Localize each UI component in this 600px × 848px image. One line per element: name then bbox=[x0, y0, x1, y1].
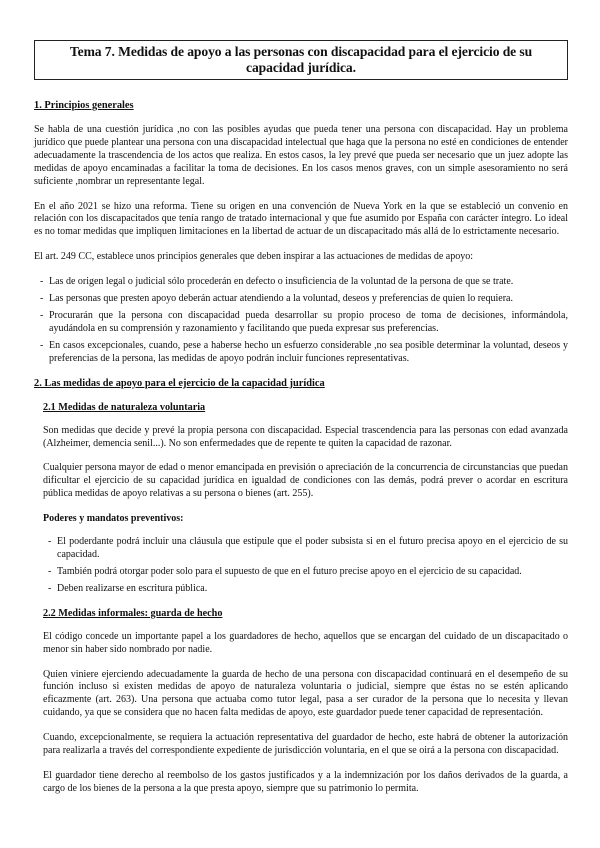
list-item: - Las de origen legal o judicial sólo procederán en defecto o insuficiencia de la voluntad de la persona de que se trate. bbox=[34, 276, 568, 289]
document-page bbox=[34, 40, 568, 808]
document-title: Tema 7. Medidas de apoyo a las personas con discapacidad para el ejercicio de su capacidad jurídica. bbox=[34, 40, 568, 80]
list-item: - Procurarán que la persona con discapacidad pueda desarrollar su propio proceso de toma de decisiones, informándola, ayudándola en su comprensión y razonamiento y facilitando que pueda expresar sus preferencias. bbox=[34, 310, 568, 336]
paragraph: El código concede un importante papel a los guardadores de hecho, aquellos que se encargan del cuidado de un discapacitado o menor sin haber sido nombrado por nadie. bbox=[43, 630, 568, 655]
list-item: - Las personas que presten apoyo deberán actuar atendiendo a la voluntad, deseos y preferencias de quien lo requiera. bbox=[34, 293, 568, 306]
section-1-heading: 1. Principios generales bbox=[34, 100, 134, 111]
paragraph: Se habla de una cuestión jurídica ,no con las posibles ayudas que pueda tener una persona con discapacidad. Hay un problema jurídico que puede plantear una persona con una discapacidad intelectual que haga que la persona no esté en condiciones de entender adecuadamente la trascendencia de los actos que realiza. En estos casos, la ley prevé que pueda ser necesario que un juez adopte las medidas de apoyo encaminadas a facilitar la toma de decisiones. En los casos menos graves, con un simple asesoramiento no será suficiente ,nombrar un representante legal. bbox=[34, 124, 568, 187]
paragraph: El art. 249 CC, establece unos principios generales que deben inspirar a las actuaciones de medidas de apoyo: bbox=[34, 251, 474, 263]
list-item: - En casos excepcionales, cuando, pese a haberse hecho un esfuerzo considerable ,no sea posible determinar la voluntad, deseos y preferencias de la persona, las medidas de apoyo podrán incluir funciones representativas. bbox=[34, 340, 568, 366]
list-item: - También podrá otorgar poder solo para el supuesto de que en el futuro precise apoyo en el ejercicio de su capacidad. bbox=[34, 566, 568, 579]
list-item: - El poderdante podrá incluir una cláusula que estipule que el poder subsista si en el futuro precisa apoyo en el ejercicio de su capacidad. bbox=[34, 536, 568, 562]
poderes-label: Poderes y mandatos preventivos: bbox=[43, 513, 184, 525]
paragraph: Cualquier persona mayor de edad o menor emancipada en previsión o apreciación de la concurrencia de circunstancias que puedan dificultar el ejercicio de su capacidad jurídica en igualdad de condiciones con las demás, podrá prever o acordar en escritura pública medidas de apoyo relativas a su persona o bienes (art. 255). bbox=[43, 462, 568, 500]
paragraph: Quien viniere ejerciendo adecuadamente la guarda de hecho de una persona con discapacidad continuará en el desempeño de su función incluso si existen medidas de apoyo de naturaleza voluntaria o judicial, siempre que éstas no se estén aplicando eficazmente (art. 263). Una persona que actuaba como tutor legal, pasa a ser curador de la persona que lo necesita y llevan cuidando, ya que se considera que no hacen falta medidas de apoyo, este guardador puede tener capacidad de representación. bbox=[43, 668, 568, 719]
principles-list bbox=[34, 276, 568, 365]
paragraph: En el año 2021 se hizo una reforma. Tiene su origen en una convención de Nueva York en la que se estableció un convenio en relación con los discapacitados que tenía rango de tratado internacional y que fue asumido por España con carácter íntegro. Lo ideal es no tomar medidas que impliquen limitaciones en la libertad de actuar de un discapacitado más allá de lo estrictamente necesario. bbox=[34, 200, 568, 238]
subsection-2-2-heading: 2.2 Medidas informales: guarda de hecho bbox=[43, 607, 223, 619]
poderes-list bbox=[34, 536, 568, 596]
section-2-heading: 2. Las medidas de apoyo para el ejercicio de la capacidad jurídica bbox=[34, 377, 325, 389]
subsection-2-1-heading: 2.1 Medidas de naturaleza voluntaria bbox=[43, 401, 206, 413]
paragraph: Son medidas que decide y prevé la propia persona con discapacidad. Especial trascendencia para las personas con edad avanzada (Alzheimer, demencia senil...). No son enfermedades que de repente te quiten la capacidad de razonar. bbox=[43, 424, 568, 449]
list-item: - Deben realizarse en escritura pública. bbox=[34, 583, 568, 596]
paragraph: El guardador tiene derecho al reembolso de los gastos justificados y a la indemnización por los daños derivados de la guarda, a cargo de los bienes de la persona a la que presta apoyo, siempre que su patrimonio lo permita. bbox=[43, 770, 568, 794]
paragraph: Cuando, excepcionalmente, se requiera la actuación representativa del guardador de hecho, este habrá de obtener la autorización para realizarla a través del correspondiente expediente de jurisdicción voluntaria, en el que se oirá a la persona con discapacidad. bbox=[43, 732, 568, 757]
